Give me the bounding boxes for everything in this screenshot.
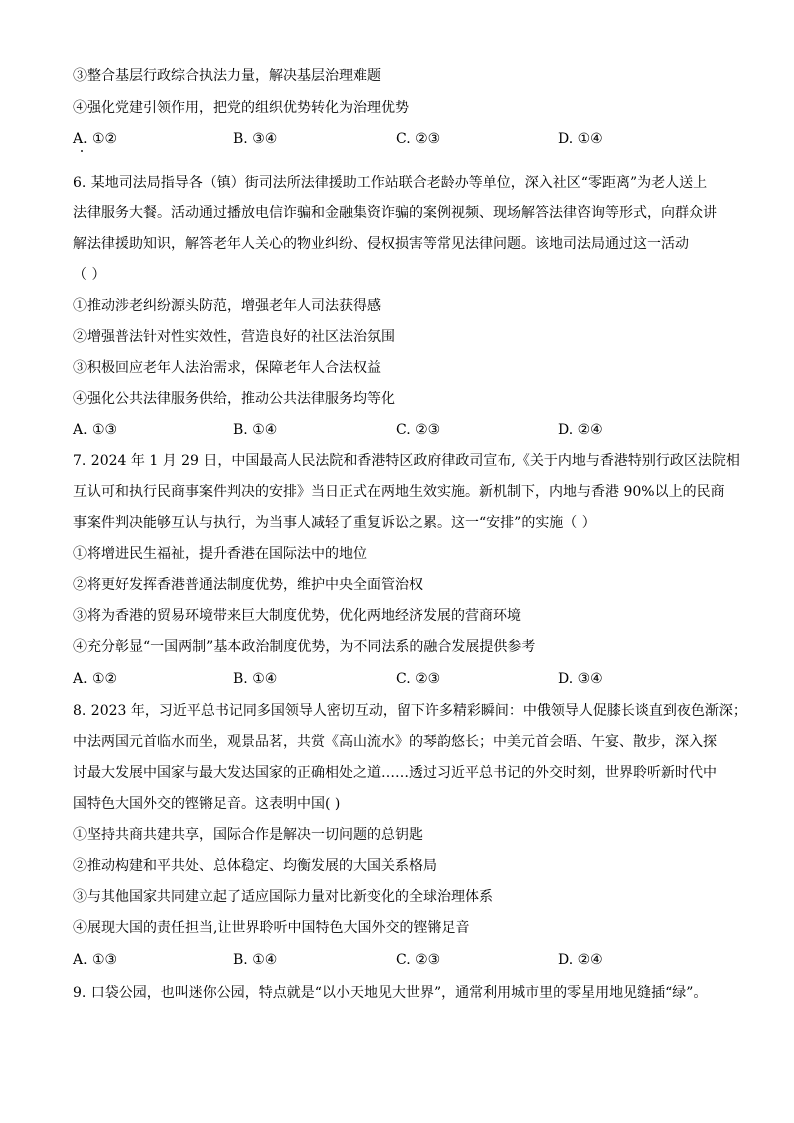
q7-item-3: ③将为香港的贸易环境带来巨大制度优势，优化两地经济发展的营商环境 — [73, 608, 521, 624]
q8-option-b: B. ①④ — [233, 952, 278, 968]
q6-answer-blank: （ ） — [73, 267, 106, 283]
q8-options — [73, 950, 753, 970]
q7-options — [73, 669, 753, 689]
stray-mark — [81, 150, 83, 152]
q5-option-c: C. ②③ — [396, 131, 441, 147]
q7-option-a: A. ①② — [73, 671, 118, 687]
q7-stem-line-3: 事案件判决能够互认与执行，为当事人减轻了重复诉讼之累。这一“安排”的实施（ ） — [73, 515, 596, 531]
q6-item-1: ①推动涉老纠纷源头防范，增强老年人司法获得感 — [73, 298, 381, 314]
q7-stem-line-2: 互认可和执行民商事案件判决的安排》当日正式在两地生效实施。新机制下，内地与香港 90%以上的民商 — [73, 484, 725, 500]
q8-item-3: ③与其他国家共同建立起了适应国际力量对比新变化的全球治理体系 — [73, 889, 493, 905]
q6-options — [73, 420, 753, 440]
q8-stem-line-1: 8. 2023 年，习近平总书记同多国领导人密切互动，留下许多精彩瞬间：中俄领导人促膝长谈直到夜色渐深； — [73, 703, 747, 719]
q5-option-d: D. ①④ — [558, 131, 603, 147]
q6-option-b: B. ①④ — [233, 422, 278, 438]
q5-option-a: A. ①② — [73, 131, 118, 147]
q6-item-4: ④强化公共法律服务供给，推动公共法律服务均等化 — [73, 391, 395, 407]
q5-item-3: ③整合基层行政综合执法力量，解决基层治理难题 — [73, 68, 381, 84]
q8-option-d: D. ②④ — [558, 952, 603, 968]
q8-item-4: ④展现大国的责任担当,让世界聆听中国特色大国外交的铿锵足音 — [73, 920, 470, 936]
q6-stem-line-2: 法律服务大餐。活动通过播放电信诈骗和金融集资诈骗的案例视频、现场解答法律咨询等形式，向群众讲 — [73, 205, 717, 221]
q8-stem-line-2: 中法两国元首临水而坐，观景品茗，共赏《高山流水》的琴韵悠长；中美元首会晤、午宴、散步，深入探 — [73, 734, 717, 750]
q8-item-1: ①坚持共商共建共享，国际合作是解决一切问题的总钥匙 — [73, 827, 423, 843]
q7-item-1: ①将增进民生福祉，提升香港在国际法中的地位 — [73, 546, 367, 562]
q8-stem-line-3: 讨最大发展中国家与最大发达国家的正确相处之道……透过习近平总书记的外交时刻，世界聆听新时代中 — [73, 765, 717, 781]
q7-option-d: D. ③④ — [558, 671, 603, 687]
q6-stem-line-3: 解法律援助知识，解答老年人关心的物业纠纷、侵权损害等常见法律问题。该地司法局通过这一活动 — [73, 236, 689, 252]
q8-option-c: C. ②③ — [396, 952, 441, 968]
q9-stem-line-1: 9. 口袋公园，也叫迷你公园，特点就是“以小天地见大世界”，通常利用城市里的零星用地见缝插“绿”。 — [73, 985, 708, 1001]
q6-stem-line-1: 6. 某地司法局指导各（镇）街司法所法律援助工作站联合老龄办等单位，深入社区“零距离”为老人送上 — [73, 175, 708, 191]
q8-option-a: A. ①③ — [73, 952, 118, 968]
q6-item-3: ③积极回应老年人法治需求，保障老年人合法权益 — [73, 360, 381, 376]
q7-option-c: C. ②③ — [396, 671, 441, 687]
q5-option-b: B. ③④ — [233, 131, 278, 147]
q6-option-c: C. ②③ — [396, 422, 441, 438]
q8-item-2: ②推动构建和平共处、总体稳定、均衡发展的大国关系格局 — [73, 858, 437, 874]
q7-item-2: ②将更好发挥香港普通法制度优势，维护中央全面管治权 — [73, 577, 423, 593]
q8-stem-line-4: 国特色大国外交的铿锵足音。这表明中国( ) — [73, 796, 341, 812]
q7-stem-line-1: 7. 2024 年 1 月 29 日，中国最高人民法院和香港特区政府律政司宣布,《关于内地与香港特别行政区法院相 — [73, 453, 740, 469]
q5-options — [73, 129, 753, 149]
q6-option-a: A. ①③ — [73, 422, 118, 438]
q6-option-d: D. ②④ — [558, 422, 603, 438]
q5-item-4: ④强化党建引领作用，把党的组织优势转化为治理优势 — [73, 100, 409, 116]
q7-item-4: ④充分彰显“一国两制”基本政治制度优势，为不同法系的融合发展提供参考 — [73, 639, 536, 655]
q7-option-b: B. ①④ — [233, 671, 278, 687]
q6-item-2: ②增强普法针对性实效性，营造良好的社区法治氛围 — [73, 329, 395, 345]
